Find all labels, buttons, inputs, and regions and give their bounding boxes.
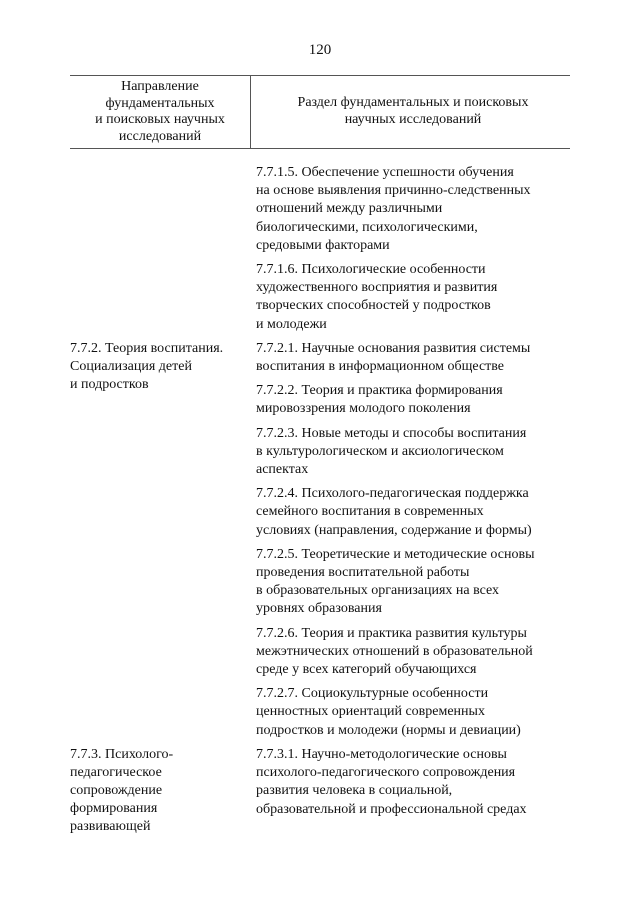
section-item: 7.7.2.4. Психолого-педагогическая поддержка семейного воспитания в современных условиях (направления, содержание и формы)	[256, 486, 532, 538]
group-sections	[256, 746, 570, 836]
table-group	[70, 746, 570, 836]
section-item: 7.7.3.1. Научно-методологические основы психолого-педагогического сопровождения развития человека в социальной, образовательной и профессиональной средах	[256, 746, 527, 817]
research-table	[70, 75, 570, 836]
section-item: 7.7.1.5. Обеспечение успешности обучения на основе выявления причинно-следственных отношений между различными биологическими, психологическими, средовыми факторами	[256, 165, 531, 253]
section-item: 7.7.2.5. Теоретические и методические основы проведения воспитательной работы в образовательных организациях на всех уровнях образования	[256, 546, 535, 617]
header-divider	[250, 76, 251, 148]
section-item: 7.7.1.6. Психологические особенности художественного восприятия и развития творческих способностей у подростков и молодежи	[256, 262, 498, 332]
section-item: 7.7.2.6. Теория и практика развития культуры межэтнических отношений в образовательной среде у всех категорий обучающихся	[256, 625, 533, 678]
header-direction: Направление фундаментальных и поисковых научных исследований	[95, 79, 225, 144]
table-body	[70, 149, 570, 836]
page-number: 120	[308, 42, 332, 58]
group-sections	[256, 164, 570, 340]
section-item: 7.7.2.7. Социокультурные особенности ценностных ориентаций современных подростков и молодежи (нормы и девиации)	[256, 686, 521, 738]
table-header	[70, 75, 570, 149]
section-item: 7.7.2.3. Новые методы и способы воспитания в культурологическом и аксиологическом аспектах	[256, 425, 527, 478]
table-group	[70, 340, 570, 746]
group-direction: 7.7.3. Психолого- педагогическое сопровождение формирования развивающей	[70, 746, 174, 834]
group-direction: 7.7.2. Теория воспитания. Социализация детей и подростков	[70, 340, 224, 392]
section-item: 7.7.2.1. Научные основания развития системы воспитания в информационном обществе	[256, 340, 531, 375]
table-group	[70, 164, 570, 340]
group-sections	[256, 340, 570, 746]
group-direction	[70, 164, 256, 340]
section-item: 7.7.2.2. Теория и практика формирования мировоззрения молодого поколения	[256, 383, 503, 417]
header-section: Раздел фундаментальных и поисковых научных исследований	[297, 95, 529, 127]
